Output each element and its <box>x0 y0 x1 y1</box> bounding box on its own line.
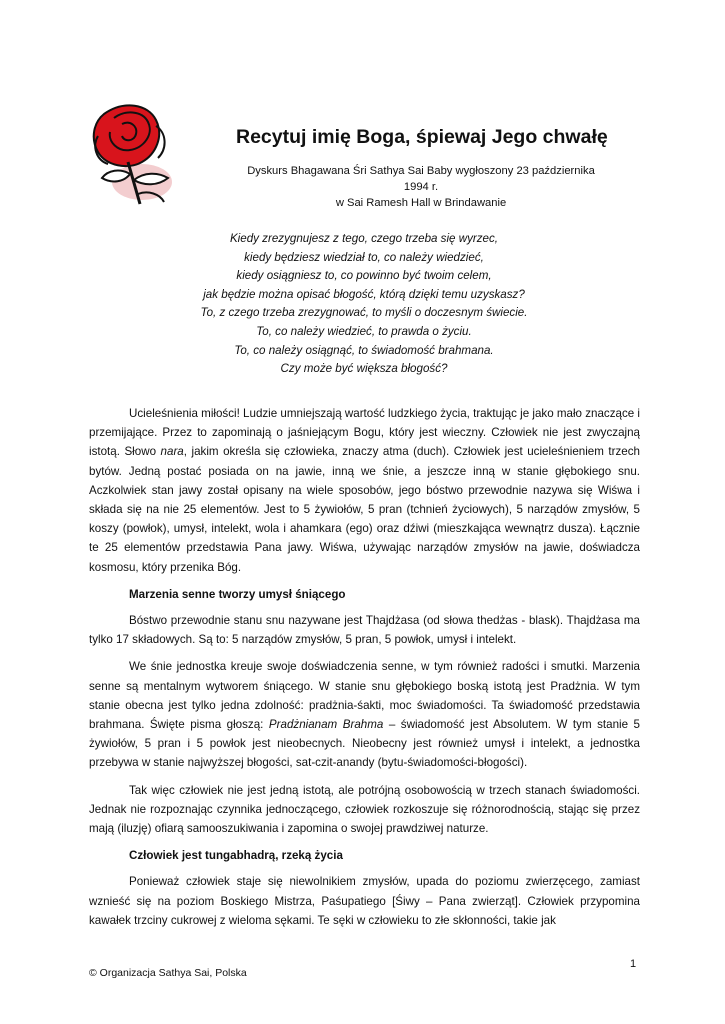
section-heading: Człowiek jest tungabhadrą, rzeką życia <box>129 849 343 863</box>
poem-line: jak będzie można opisać błogość, którą dzięki temu uzyskasz? <box>203 287 525 301</box>
emphasis: nara <box>160 445 184 459</box>
poem-line: kiedy będziesz wiedział to, co należy wiedzieć, <box>244 250 484 264</box>
document-subtitle <box>236 163 606 211</box>
poem <box>150 230 578 379</box>
body-text <box>89 404 640 938</box>
paragraph: Tak więc człowiek nie jest jedną istotą, ale potrójną osobowością w trzech stanach świadomości. Jednak nie rozpoznając czynnika jednoczącego, człowiek rozkoszuje się różnorodnością, stając się przez mają (iluzję) ofiarą samooszukiwania i zapomina o swojej prawdziwej naturze. <box>89 783 640 836</box>
document-title: Recytuj imię Boga, śpiewaj Jego chwałę <box>236 126 608 148</box>
poem-line: kiedy osiągniesz to, co powinno być twoim celem, <box>236 269 492 283</box>
paragraph: We śnie jednostka kreuje swoje doświadczenia senne, w tym również radości i smutki. Marzenia senne są mentalnym wytworem śniącego. W stanie snu głębokiego boską istotą jest Pradżnia. W tym stanie obecna jest tylko jedna zdolność: pradżnia-śakti, moc świadomości. Ta świadomość przedstawia brahmana. Święte pisma głoszą: Pradżnianam Brahma – świadomość jest Absolutem. W tym stanie 5 żywiołów, 5 pran i 5 powłok jest nieobecnych. Nieobecny jest również umysł i intelekt, a jednostka przebywa w stanie najwyższej błogości, sat-czit-anandy (bytu-świadomości-błogości). <box>89 660 640 770</box>
paragraph: Ponieważ człowiek staje się niewolnikiem zmysłów, upada do poziomu zwierzęcego, zamiast wznieść się na poziom Boskiego Mistrza, Paśupatiego [Śiwy – Pana zwierząt]. Człowiek przypomina kawałek trzciny cukrowej z wieloma sękami. Te sęki w człowieku to złe skłonności, takie jak <box>89 875 640 927</box>
footer: © Organizacja Sathya Sai, Polska <box>89 967 247 979</box>
rose-logo-icon <box>84 96 184 208</box>
poem-line: To, z czego trzeba zrezygnować, to myśli o doczesnym świecie. <box>200 306 528 320</box>
page-number: 1 <box>630 958 637 970</box>
poem-line: Kiedy zrezygnujesz z tego, czego trzeba się wyrzec, <box>229 232 499 245</box>
paragraph: Ucieleśnienia miłości! Ludzie umniejszają wartość ludzkiego życia, traktując je jako mało znaczące i przemijające. Przez to zapominają o jaśniejącym Bogu, który jest wieczny. Człowiek nie jest zwyczajną istotą. Słowo nara, jakim określa się człowieka, znaczy atma (duch). Człowiek jest ucieleśnieniem trzech bytów. Jedną postać posiada on na jawie, inną we śnie, a jeszcze inną w stanie głębokiego snu. Aczkolwiek stan jawy został opisany na wiele sposobów, jego bóstwo przewodnie nazywa się Wiśwa i składa się na nie 25 elementów. Jest to 5 żywiołów, 5 pran (tchnień życiowych), 5 narządów zmysłów, 5 koszy (powłok), umysł, intelekt, wola i ahamkara (ego) oraz dźiwi (mieszkająca wewnątrz dusza). Łącznie te 25 elementów przedstawia Pana jawy. Wiśwa, używając narządów zmysłów na jawie, doświadcza kosmosu, który przenika Bóg. <box>89 407 641 574</box>
poem-line: To, co należy wiedzieć, to prawda o życiu. <box>256 324 472 338</box>
emphasis: Pradżnianam Brahma <box>268 718 384 732</box>
poem-line: Czy może być większa błogość? <box>280 362 448 376</box>
poem-line: To, co należy osiągnąć, to świadomość brahmana. <box>234 343 494 357</box>
subtitle-line: Dyskurs Bhagawana Śri Sathya Sai Baby wygłoszony 23 października 1994 r. <box>247 165 595 193</box>
subtitle-line: w Sai Ramesh Hall w Brindawanie <box>335 197 507 209</box>
section-heading: Marzenia senne tworzy umysł śniącego <box>129 587 346 601</box>
paragraph: Bóstwo przewodnie stanu snu nazywane jest Thajdżasa (od słowa thedżas - blask). Thajdżasa ma tylko 17 składowych. Są to: 5 narządów zmysłów, 5 pran, 5 powłok, umysł i intelekt. <box>89 614 640 647</box>
